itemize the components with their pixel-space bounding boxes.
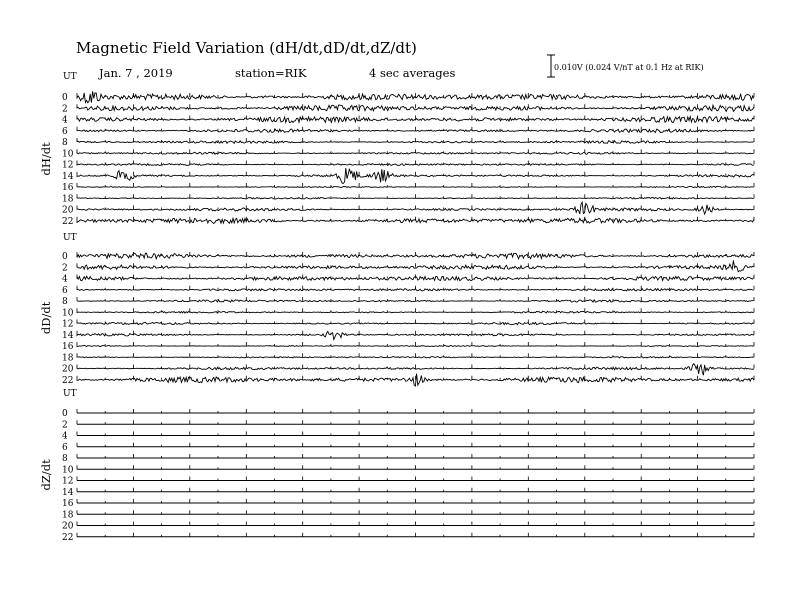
hour-label: 4 [62, 274, 68, 285]
hour-label: 8 [62, 138, 68, 148]
hour-label: 12 [62, 319, 74, 330]
row-ticks [77, 432, 754, 436]
row-ticks [77, 443, 754, 447]
row-ticks [77, 93, 754, 97]
hour-label: 0 [62, 93, 68, 103]
row-ticks [77, 127, 754, 131]
hour-label: 12 [62, 160, 74, 171]
hour-label: 20 [62, 364, 74, 375]
ut-label: UT [63, 389, 77, 399]
row-ticks [77, 342, 754, 346]
panels [39, 72, 754, 543]
panel-dz-dt [39, 389, 754, 543]
component-label: dD/dt [39, 301, 53, 335]
hour-label: 2 [62, 104, 68, 115]
hour-label: 20 [62, 521, 74, 532]
figure-title: Magnetic Field Variation (dH/dt,dD/dt,dZ/dt) [76, 39, 417, 57]
row-ticks [77, 420, 754, 424]
row-ticks [77, 454, 754, 458]
hour-label: 18 [62, 194, 74, 205]
row-ticks [77, 522, 754, 526]
hour-label: 22 [62, 216, 74, 227]
hour-label: 10 [62, 308, 74, 319]
row-ticks [77, 499, 754, 503]
row-ticks [77, 477, 754, 481]
hour-label: 10 [62, 465, 74, 476]
hour-label: 6 [62, 285, 68, 296]
hour-label: 22 [62, 375, 74, 386]
hour-label: 4 [62, 431, 68, 442]
hour-label: 6 [62, 126, 68, 137]
component-label: dH/dt [39, 142, 53, 176]
hour-label: 18 [62, 353, 74, 364]
hour-label: 4 [62, 115, 68, 126]
hour-label: 14 [62, 330, 74, 341]
row-ticks [77, 183, 754, 187]
row-ticks [77, 161, 754, 165]
trace-line [77, 168, 754, 183]
hour-label: 18 [62, 510, 74, 521]
hour-label: 20 [62, 205, 74, 216]
trace-line [77, 374, 754, 386]
row-ticks [77, 320, 754, 324]
trace-line [77, 152, 754, 154]
hour-label: 10 [62, 149, 74, 160]
hour-label: 14 [62, 487, 74, 498]
hour-label: 8 [62, 297, 68, 307]
row-ticks [77, 409, 754, 413]
date-label: Jan. 7 , 2019 [99, 66, 173, 80]
row-ticks [77, 104, 754, 108]
hour-label: 2 [62, 263, 68, 274]
hour-label: 8 [62, 454, 68, 464]
panel-dd-dt [39, 233, 754, 386]
hour-label: 6 [62, 442, 68, 453]
scale-label: 0.010V (0.024 V/nT at 0.1 Hz at RIK) [554, 63, 704, 72]
hour-label: 16 [62, 499, 74, 509]
panel-dh-dt [39, 72, 754, 227]
ut-label: UT [63, 72, 77, 82]
component-label: dZ/dt [39, 459, 53, 491]
averaging-label: 4 sec averages [369, 66, 456, 80]
scale-bar [547, 55, 704, 77]
row-ticks [77, 353, 754, 357]
trace-line [77, 218, 754, 223]
row-ticks [77, 510, 754, 514]
hour-label: 16 [62, 342, 74, 352]
hour-label: 16 [62, 183, 74, 193]
trace-line [77, 289, 754, 291]
station-label: station=RIK [235, 66, 307, 80]
hour-label: 22 [62, 532, 74, 543]
ut-label: UT [63, 233, 77, 243]
row-ticks [77, 533, 754, 537]
row-ticks [77, 331, 754, 335]
hour-label: 0 [62, 252, 68, 262]
hour-label: 14 [62, 171, 74, 182]
hour-label: 2 [62, 420, 68, 431]
hour-label: 12 [62, 476, 74, 487]
row-ticks [77, 488, 754, 492]
row-ticks [77, 465, 754, 469]
hour-label: 0 [62, 409, 68, 419]
